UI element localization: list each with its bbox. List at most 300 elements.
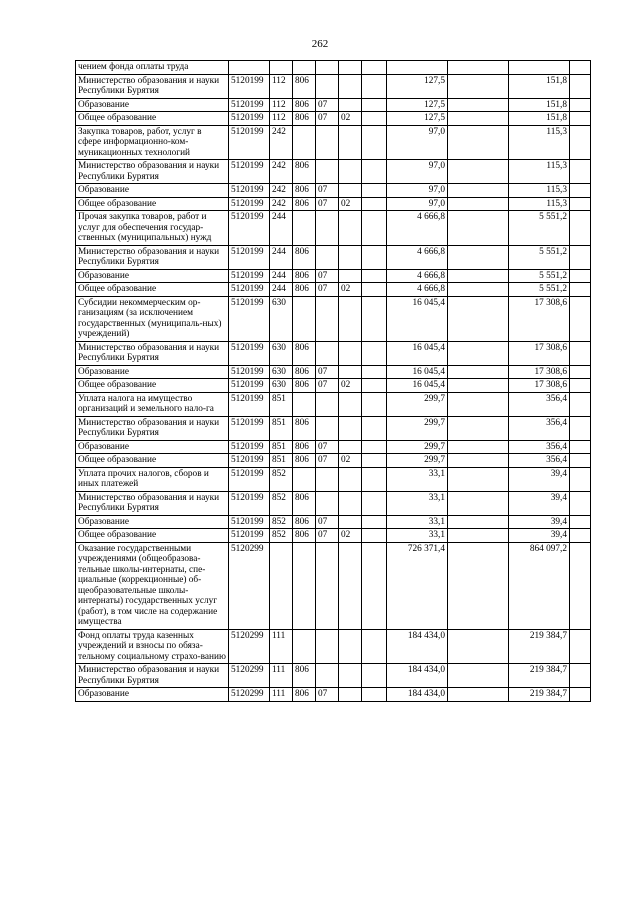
row-blank-cell	[362, 211, 387, 246]
row-ministry-cell: 806	[293, 440, 316, 454]
table-row	[76, 98, 591, 112]
table-row	[76, 112, 591, 126]
row-blank-cell	[448, 296, 509, 341]
row-amount-2-cell: 219 384,7	[509, 664, 570, 688]
row-blank-cell	[448, 440, 509, 454]
row-blank-cell	[448, 197, 509, 211]
row-blank-cell	[448, 454, 509, 468]
table-row	[76, 197, 591, 211]
table-row	[76, 74, 591, 98]
row-ministry-cell	[293, 211, 316, 246]
row-name-cell: Закупка товаров, работ, услуг в сфере информационно-ком-муникационных технологий	[76, 125, 229, 160]
row-subsection-cell	[339, 542, 362, 629]
row-name-cell: Оказание государственными учреждениями (общеобразова-тельные школы-интернаты, спе-циальные (коррекционные) об-щеобразовательные школы-интернаты) государственных услуг (работ), в том числе на содержание имущества	[76, 542, 229, 629]
row-section-cell: 07	[316, 454, 339, 468]
row-subsection-cell	[339, 184, 362, 198]
row-subsection-cell: 02	[339, 454, 362, 468]
row-subsection-cell	[339, 416, 362, 440]
row-blank-cell	[362, 379, 387, 393]
row-ministry-cell: 806	[293, 416, 316, 440]
row-amount-2-cell: 151,8	[509, 98, 570, 112]
row-blank-cell	[448, 112, 509, 126]
row-section-cell	[316, 416, 339, 440]
row-blank-cell	[448, 160, 509, 184]
row-amount-2-cell	[509, 61, 570, 75]
row-amount-1-cell: 299,7	[387, 392, 448, 416]
row-amount-2-cell: 5 551,2	[509, 211, 570, 246]
row-section-cell: 07	[316, 440, 339, 454]
table-row	[76, 542, 591, 629]
row-expense-type-cell	[270, 61, 293, 75]
row-code-cell: 5120199	[229, 416, 270, 440]
row-ministry-cell: 806	[293, 491, 316, 515]
row-name-cell: Общее образование	[76, 197, 229, 211]
table-row	[76, 269, 591, 283]
row-amount-2-cell: 17 308,6	[509, 341, 570, 365]
row-amount-2-cell: 115,3	[509, 184, 570, 198]
row-ministry-cell: 806	[293, 454, 316, 468]
row-code-cell: 5120199	[229, 529, 270, 543]
row-subsection-cell: 02	[339, 112, 362, 126]
row-expense-type-cell: 244	[270, 283, 293, 297]
row-amount-1-cell: 16 045,4	[387, 341, 448, 365]
row-blank-cell	[570, 125, 591, 160]
row-subsection-cell	[339, 98, 362, 112]
row-blank-cell	[448, 341, 509, 365]
row-expense-type-cell: 630	[270, 379, 293, 393]
row-subsection-cell: 02	[339, 197, 362, 211]
row-amount-1-cell: 33,1	[387, 467, 448, 491]
row-subsection-cell	[339, 296, 362, 341]
row-expense-type-cell: 244	[270, 245, 293, 269]
row-subsection-cell	[339, 491, 362, 515]
row-blank-cell	[362, 197, 387, 211]
table-row	[76, 61, 591, 75]
row-subsection-cell	[339, 125, 362, 160]
row-blank-cell	[448, 467, 509, 491]
row-ministry-cell	[293, 61, 316, 75]
row-section-cell	[316, 392, 339, 416]
table-row	[76, 529, 591, 543]
row-ministry-cell: 806	[293, 160, 316, 184]
row-blank-cell	[362, 454, 387, 468]
row-ministry-cell: 806	[293, 341, 316, 365]
row-amount-1-cell: 184 434,0	[387, 629, 448, 664]
row-name-cell: Общее образование	[76, 112, 229, 126]
row-blank-cell	[570, 664, 591, 688]
row-amount-2-cell: 151,8	[509, 74, 570, 98]
row-code-cell: 5120199	[229, 125, 270, 160]
row-blank-cell	[570, 211, 591, 246]
row-amount-1-cell: 4 666,8	[387, 283, 448, 297]
row-expense-type-cell: 630	[270, 365, 293, 379]
row-ministry-cell	[293, 296, 316, 341]
row-blank-cell	[570, 283, 591, 297]
row-subsection-cell	[339, 160, 362, 184]
row-section-cell	[316, 74, 339, 98]
row-ministry-cell: 806	[293, 184, 316, 198]
row-expense-type-cell: 851	[270, 454, 293, 468]
row-amount-2-cell: 17 308,6	[509, 296, 570, 341]
row-amount-1-cell: 33,1	[387, 515, 448, 529]
row-blank-cell	[362, 664, 387, 688]
row-code-cell: 5120199	[229, 160, 270, 184]
row-code-cell: 5120199	[229, 197, 270, 211]
row-code-cell: 5120299	[229, 629, 270, 664]
row-name-cell: Министерство образования и науки Республики Бурятия	[76, 245, 229, 269]
row-blank-cell	[362, 629, 387, 664]
row-blank-cell	[570, 467, 591, 491]
row-amount-1-cell: 97,0	[387, 160, 448, 184]
row-section-cell: 07	[316, 112, 339, 126]
row-name-cell: Министерство образования и науки Республики Бурятия	[76, 664, 229, 688]
row-blank-cell	[362, 61, 387, 75]
row-name-cell: Министерство образования и науки Республики Бурятия	[76, 160, 229, 184]
budget-table-body	[76, 61, 591, 702]
row-expense-type-cell: 852	[270, 529, 293, 543]
row-blank-cell	[570, 197, 591, 211]
row-subsection-cell: 02	[339, 283, 362, 297]
row-code-cell: 5120199	[229, 454, 270, 468]
row-subsection-cell	[339, 467, 362, 491]
row-blank-cell	[448, 379, 509, 393]
row-section-cell	[316, 125, 339, 160]
row-blank-cell	[448, 688, 509, 702]
row-blank-cell	[448, 211, 509, 246]
row-ministry-cell	[293, 467, 316, 491]
row-name-cell: Образование	[76, 440, 229, 454]
row-section-cell	[316, 542, 339, 629]
row-blank-cell	[570, 74, 591, 98]
row-blank-cell	[570, 542, 591, 629]
page-number: 262	[311, 38, 329, 50]
table-row	[76, 515, 591, 529]
row-code-cell: 5120199	[229, 440, 270, 454]
row-name-cell: Министерство образования и науки Республики Бурятия	[76, 491, 229, 515]
row-amount-2-cell: 39,4	[509, 529, 570, 543]
row-subsection-cell	[339, 74, 362, 98]
row-section-cell	[316, 491, 339, 515]
row-blank-cell	[448, 529, 509, 543]
row-section-cell: 07	[316, 269, 339, 283]
row-blank-cell	[362, 467, 387, 491]
row-ministry-cell	[293, 392, 316, 416]
row-ministry-cell: 806	[293, 688, 316, 702]
row-amount-1-cell: 97,0	[387, 197, 448, 211]
row-blank-cell	[362, 542, 387, 629]
row-amount-2-cell: 115,3	[509, 125, 570, 160]
row-name-cell: Образование	[76, 98, 229, 112]
row-ministry-cell	[293, 542, 316, 629]
row-section-cell: 07	[316, 515, 339, 529]
row-name-cell: Министерство образования и науки Республики Бурятия	[76, 74, 229, 98]
row-blank-cell	[570, 392, 591, 416]
row-ministry-cell	[293, 629, 316, 664]
row-expense-type-cell: 111	[270, 629, 293, 664]
row-blank-cell	[448, 74, 509, 98]
table-row	[76, 440, 591, 454]
row-expense-type-cell	[270, 542, 293, 629]
row-subsection-cell	[339, 515, 362, 529]
row-blank-cell	[448, 61, 509, 75]
table-row	[76, 245, 591, 269]
row-code-cell: 5120199	[229, 467, 270, 491]
row-amount-1-cell: 127,5	[387, 112, 448, 126]
row-expense-type-cell: 852	[270, 491, 293, 515]
row-blank-cell	[448, 269, 509, 283]
table-row	[76, 664, 591, 688]
row-code-cell: 5120199	[229, 245, 270, 269]
row-blank-cell	[448, 491, 509, 515]
row-amount-1-cell: 16 045,4	[387, 365, 448, 379]
row-name-cell: Субсидии некоммерческим ор-ганизациям (за исключением государственных (муниципаль-ных) учреждений)	[76, 296, 229, 341]
row-expense-type-cell: 112	[270, 74, 293, 98]
row-amount-2-cell: 115,3	[509, 160, 570, 184]
row-name-cell: Образование	[76, 269, 229, 283]
table-row	[76, 467, 591, 491]
row-amount-1-cell: 33,1	[387, 529, 448, 543]
row-name-cell: Министерство образования и науки Республики Бурятия	[76, 341, 229, 365]
row-amount-1-cell: 726 371,4	[387, 542, 448, 629]
row-name-cell: Министерство образования и науки Республики Бурятия	[76, 416, 229, 440]
table-row	[76, 283, 591, 297]
row-blank-cell	[570, 440, 591, 454]
row-section-cell	[316, 160, 339, 184]
row-blank-cell	[362, 125, 387, 160]
row-code-cell: 5120199	[229, 365, 270, 379]
row-code-cell: 5120299	[229, 664, 270, 688]
row-amount-1-cell: 299,7	[387, 454, 448, 468]
row-amount-1-cell: 33,1	[387, 491, 448, 515]
row-expense-type-cell: 112	[270, 98, 293, 112]
row-amount-2-cell: 356,4	[509, 416, 570, 440]
row-blank-cell	[362, 440, 387, 454]
row-amount-1-cell: 4 666,8	[387, 269, 448, 283]
table-row	[76, 688, 591, 702]
row-name-cell: Образование	[76, 365, 229, 379]
row-blank-cell	[362, 416, 387, 440]
row-blank-cell	[362, 160, 387, 184]
table-row	[76, 365, 591, 379]
row-expense-type-cell: 242	[270, 160, 293, 184]
row-code-cell: 5120199	[229, 74, 270, 98]
row-code-cell: 5120199	[229, 269, 270, 283]
row-blank-cell	[570, 379, 591, 393]
row-code-cell: 5120199	[229, 379, 270, 393]
row-blank-cell	[570, 341, 591, 365]
row-blank-cell	[362, 112, 387, 126]
row-amount-1-cell	[387, 61, 448, 75]
row-amount-2-cell: 151,8	[509, 112, 570, 126]
row-expense-type-cell: 630	[270, 341, 293, 365]
row-section-cell	[316, 341, 339, 365]
row-subsection-cell	[339, 245, 362, 269]
row-blank-cell	[362, 269, 387, 283]
row-blank-cell	[570, 61, 591, 75]
row-subsection-cell	[339, 365, 362, 379]
row-amount-2-cell: 115,3	[509, 197, 570, 211]
row-blank-cell	[570, 491, 591, 515]
row-blank-cell	[570, 416, 591, 440]
row-section-cell	[316, 467, 339, 491]
row-blank-cell	[570, 629, 591, 664]
table-row	[76, 392, 591, 416]
row-subsection-cell	[339, 629, 362, 664]
row-section-cell: 07	[316, 197, 339, 211]
row-section-cell: 07	[316, 184, 339, 198]
row-name-cell: Образование	[76, 688, 229, 702]
row-code-cell: 5120199	[229, 296, 270, 341]
row-section-cell: 07	[316, 365, 339, 379]
row-subsection-cell	[339, 664, 362, 688]
row-section-cell	[316, 664, 339, 688]
row-ministry-cell: 806	[293, 283, 316, 297]
row-blank-cell	[448, 416, 509, 440]
row-name-cell: Образование	[76, 184, 229, 198]
row-section-cell: 07	[316, 529, 339, 543]
row-section-cell: 07	[316, 379, 339, 393]
row-ministry-cell: 806	[293, 269, 316, 283]
row-blank-cell	[448, 365, 509, 379]
row-name-cell: чением фонда оплаты труда	[76, 61, 229, 75]
row-ministry-cell	[293, 125, 316, 160]
row-amount-1-cell: 4 666,8	[387, 245, 448, 269]
row-code-cell: 5120199	[229, 392, 270, 416]
row-blank-cell	[570, 296, 591, 341]
row-section-cell	[316, 61, 339, 75]
table-row	[76, 491, 591, 515]
row-amount-1-cell: 127,5	[387, 74, 448, 98]
row-expense-type-cell: 244	[270, 269, 293, 283]
row-blank-cell	[570, 160, 591, 184]
row-blank-cell	[570, 529, 591, 543]
row-code-cell: 5120199	[229, 283, 270, 297]
row-subsection-cell	[339, 211, 362, 246]
row-amount-2-cell: 5 551,2	[509, 269, 570, 283]
row-ministry-cell: 806	[293, 664, 316, 688]
row-blank-cell	[448, 664, 509, 688]
row-blank-cell	[362, 184, 387, 198]
row-code-cell	[229, 61, 270, 75]
row-code-cell: 5120199	[229, 341, 270, 365]
row-blank-cell	[570, 454, 591, 468]
row-ministry-cell: 806	[293, 515, 316, 529]
row-subsection-cell	[339, 269, 362, 283]
row-amount-2-cell: 17 308,6	[509, 379, 570, 393]
row-name-cell: Общее образование	[76, 283, 229, 297]
row-amount-1-cell: 97,0	[387, 125, 448, 160]
row-blank-cell	[570, 365, 591, 379]
table-row	[76, 629, 591, 664]
row-name-cell: Общее образование	[76, 454, 229, 468]
table-row	[76, 341, 591, 365]
row-blank-cell	[362, 283, 387, 297]
row-name-cell: Общее образование	[76, 529, 229, 543]
row-name-cell: Образование	[76, 515, 229, 529]
row-name-cell: Уплата налога на имущество организаций и земельного нало-га	[76, 392, 229, 416]
row-section-cell	[316, 245, 339, 269]
row-amount-2-cell: 5 551,2	[509, 245, 570, 269]
row-blank-cell	[448, 184, 509, 198]
row-amount-1-cell: 184 434,0	[387, 688, 448, 702]
row-expense-type-cell: 242	[270, 125, 293, 160]
row-amount-2-cell: 864 097,2	[509, 542, 570, 629]
row-amount-2-cell: 39,4	[509, 467, 570, 491]
row-amount-2-cell: 356,4	[509, 454, 570, 468]
row-code-cell: 5120199	[229, 515, 270, 529]
table-row	[76, 125, 591, 160]
row-amount-2-cell: 356,4	[509, 440, 570, 454]
row-code-cell: 5120199	[229, 491, 270, 515]
row-code-cell: 5120199	[229, 184, 270, 198]
row-blank-cell	[448, 392, 509, 416]
row-subsection-cell	[339, 341, 362, 365]
row-code-cell: 5120299	[229, 542, 270, 629]
row-amount-1-cell: 97,0	[387, 184, 448, 198]
row-blank-cell	[570, 112, 591, 126]
row-blank-cell	[362, 688, 387, 702]
row-ministry-cell: 806	[293, 365, 316, 379]
row-name-cell: Уплата прочих налогов, сборов и иных платежей	[76, 467, 229, 491]
row-section-cell: 07	[316, 688, 339, 702]
row-subsection-cell: 02	[339, 529, 362, 543]
row-blank-cell	[448, 245, 509, 269]
row-amount-1-cell: 4 666,8	[387, 211, 448, 246]
row-expense-type-cell: 112	[270, 112, 293, 126]
row-blank-cell	[362, 74, 387, 98]
row-expense-type-cell: 852	[270, 467, 293, 491]
row-subsection-cell	[339, 392, 362, 416]
row-amount-2-cell: 17 308,6	[509, 365, 570, 379]
row-blank-cell	[362, 529, 387, 543]
row-ministry-cell: 806	[293, 74, 316, 98]
row-blank-cell	[570, 515, 591, 529]
table-row	[76, 416, 591, 440]
row-ministry-cell: 806	[293, 245, 316, 269]
row-blank-cell	[570, 688, 591, 702]
row-amount-1-cell: 16 045,4	[387, 379, 448, 393]
table-row	[76, 379, 591, 393]
row-amount-1-cell: 127,5	[387, 98, 448, 112]
row-subsection-cell	[339, 440, 362, 454]
row-blank-cell	[362, 296, 387, 341]
row-expense-type-cell: 852	[270, 515, 293, 529]
row-blank-cell	[362, 98, 387, 112]
row-expense-type-cell: 244	[270, 211, 293, 246]
row-amount-2-cell: 39,4	[509, 491, 570, 515]
row-section-cell	[316, 211, 339, 246]
row-blank-cell	[362, 365, 387, 379]
row-amount-1-cell: 299,7	[387, 440, 448, 454]
row-section-cell	[316, 629, 339, 664]
row-expense-type-cell: 851	[270, 440, 293, 454]
row-blank-cell	[448, 98, 509, 112]
row-blank-cell	[362, 392, 387, 416]
row-ministry-cell: 806	[293, 197, 316, 211]
row-blank-cell	[448, 629, 509, 664]
table-row	[76, 184, 591, 198]
row-code-cell: 5120299	[229, 688, 270, 702]
row-blank-cell	[362, 245, 387, 269]
row-subsection-cell	[339, 61, 362, 75]
row-subsection-cell	[339, 688, 362, 702]
row-section-cell: 07	[316, 283, 339, 297]
row-blank-cell	[448, 515, 509, 529]
row-expense-type-cell: 851	[270, 392, 293, 416]
row-blank-cell	[570, 269, 591, 283]
row-ministry-cell: 806	[293, 529, 316, 543]
row-blank-cell	[570, 245, 591, 269]
